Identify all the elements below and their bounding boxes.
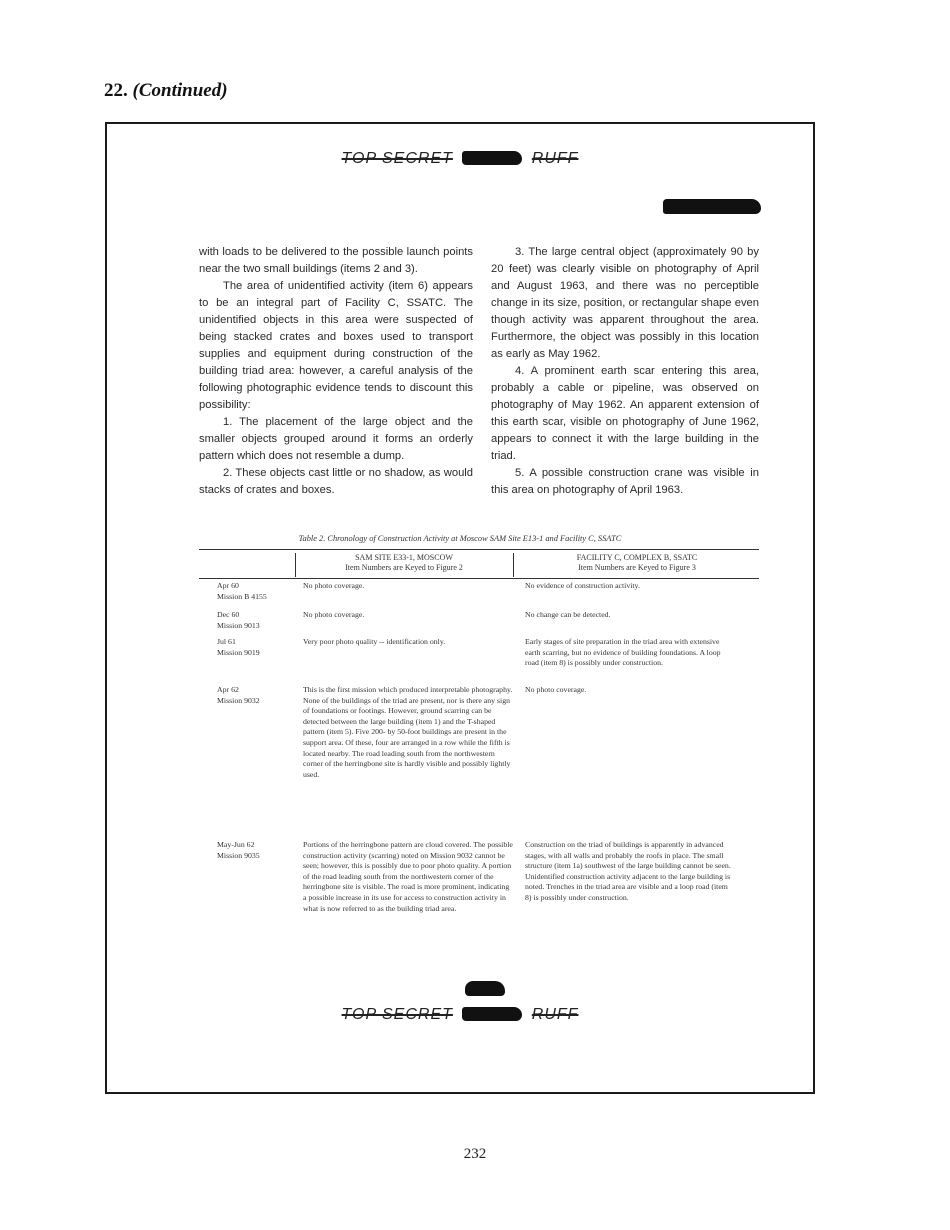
paragraph: 1. The placement of the large object and the smaller objects grouped around it forms an orderly pattern which does not resemble a dump. [199, 416, 473, 462]
classification-bottom-left: TOP SECRET [341, 1006, 453, 1023]
row-date-cell [217, 581, 297, 602]
row-sam-cell: No photo coverage. [303, 610, 365, 619]
page-number: 232 [463, 1146, 487, 1162]
row-mission: Mission B 4155 [217, 591, 267, 601]
table-row [199, 685, 759, 838]
row-mission: Mission 9035 [217, 850, 260, 860]
row-date-cell [217, 637, 297, 658]
sam-title: SAM SITE E33-1, MOSCOW [355, 553, 453, 562]
row-mission: Mission 9013 [217, 620, 260, 630]
paragraph: 5. A possible construction crane was visible in this area on photography of April 1963. [491, 467, 759, 496]
row-facility-cell: No evidence of construction activity. [525, 581, 640, 590]
table-row [199, 581, 759, 608]
row-date: Apr 62 [217, 685, 239, 694]
page-heading [104, 80, 228, 102]
table-row [199, 840, 759, 968]
row-date-cell [217, 610, 297, 631]
paragraph: 2. These objects cast little or no shadow, as would stacks of crates and boxes. [199, 467, 473, 496]
row-facility-cell: Early stages of site preparation in the triad area with extensive earth scarring, but no evidence of building foundations. A loop road (item 8) is possibly under construction. [525, 637, 721, 668]
row-sam-cell: Portions of the herringbone pattern are cloud covered. The possible construction activity (scarring) noted on Mission 9032 cannot be seen; however, this is possibly due to poor photo quality. A portion of the road leading south from the northwestern corner of the herringbone site is visible. The road is more prominent, indicating a possible increase in its use for access to construction activity in what is now referred to as the building triad area. [303, 840, 513, 913]
table-row [199, 637, 759, 683]
row-mission: Mission 9019 [217, 647, 260, 657]
row-facility-cell: No photo coverage. [525, 685, 587, 694]
sam-subtitle: Item Numbers are Keyed to Figure 2 [345, 563, 463, 572]
table-header-sam [295, 553, 512, 577]
table-row [199, 610, 759, 635]
paragraph: with loads to be delivered to the possible launch points near the two small buildings (items 2 and 3). [199, 246, 473, 275]
classification-bottom-right: RUFF [531, 1006, 579, 1023]
row-date-cell [217, 840, 297, 861]
row-date: Jul 61 [217, 637, 236, 646]
redaction-block-top [663, 199, 761, 214]
facility-subtitle: Item Numbers are Keyed to Figure 3 [578, 563, 696, 572]
row-facility-cell: No change can be detected. [525, 610, 611, 619]
paragraph: 3. The large central object (approximately 90 by 20 feet) was clearly visible on photography of April and August 1963, and there was no perceptible change in its size, position, or rectangular shape even though activity was apparent throughout the area. Furthermore, the object was possibly in this location as early as May 1962. [491, 246, 759, 360]
redaction-block-bottom [465, 981, 505, 996]
facility-title: FACILITY C, COMPLEX B, SSATC [576, 553, 698, 562]
heading-number: 22. [104, 80, 128, 101]
classification-top-left: TOP SECRET [341, 150, 453, 167]
row-facility-cell: Construction on the triad of buildings is apparently in advanced stages, with all walls and probably the roofs in place. The small structure (item 1a) southwest of the large building cannot be seen. Unidentified construction activity adjacent to the large building is noted. Trenches in the triad area are visible and a loop road (item 8) is possibly under construction. [525, 840, 731, 902]
redaction-mark [462, 1007, 522, 1021]
row-date: May-Jun 62 [217, 840, 255, 849]
heading-text: (Continued) [132, 80, 228, 101]
row-date: Apr 60 [217, 581, 239, 590]
table-caption: Table 2. Chronology of Construction Activity at Moscow SAM Site E13-1 and Facility C, SSATC [298, 534, 622, 543]
body-column-right [491, 244, 759, 499]
document-frame [105, 122, 815, 1094]
classification-top-right: RUFF [531, 150, 579, 167]
chronology-table [199, 549, 759, 968]
row-sam-cell: No photo coverage. [303, 581, 365, 590]
paragraph: 4. A prominent earth scar entering this area, probably a cable or pipeline, was observed on photography of May 1962. An apparent extension of this earth scar, visible on photography of June 1962, appears to connect it with the large building in the triad. [491, 365, 759, 462]
row-sam-cell: This is the first mission which produced interpretable photography. None of the buildings of the triad are present, nor is there any sign of foundations or footings. However, ground scarring can be detected between the large building (item 1) and the T-shaped pattern (item 5). Five 200- by 50-foot buildings are present in the support area. Of these, four are arranged in a row while the fifth is located nearby. The road leading south from the northwestern corner of the herringbone site is hardly visible and possibly lightly used. [303, 685, 513, 779]
body-column-left [199, 244, 473, 499]
redaction-mark [462, 151, 522, 165]
paragraph: The area of unidentified activity (item 6) appears to be an integral part of Facility C, SSATC. The unidentified objects in this area were suspected of being stacked crates and boxes used to transport supplies and equipment during construction of the building triad area: however, a careful analysis of the following photographic evidence tends to discount this possibility: [199, 280, 473, 411]
table-header-facility [513, 553, 760, 577]
classification-top [107, 150, 813, 168]
row-mission: Mission 9032 [217, 695, 260, 705]
table-header [199, 549, 759, 579]
classification-bottom [107, 1006, 813, 1024]
row-date: Dec 60 [217, 610, 240, 619]
row-sam-cell: Very poor photo quality -- identification only. [303, 637, 446, 646]
row-date-cell [217, 685, 297, 706]
